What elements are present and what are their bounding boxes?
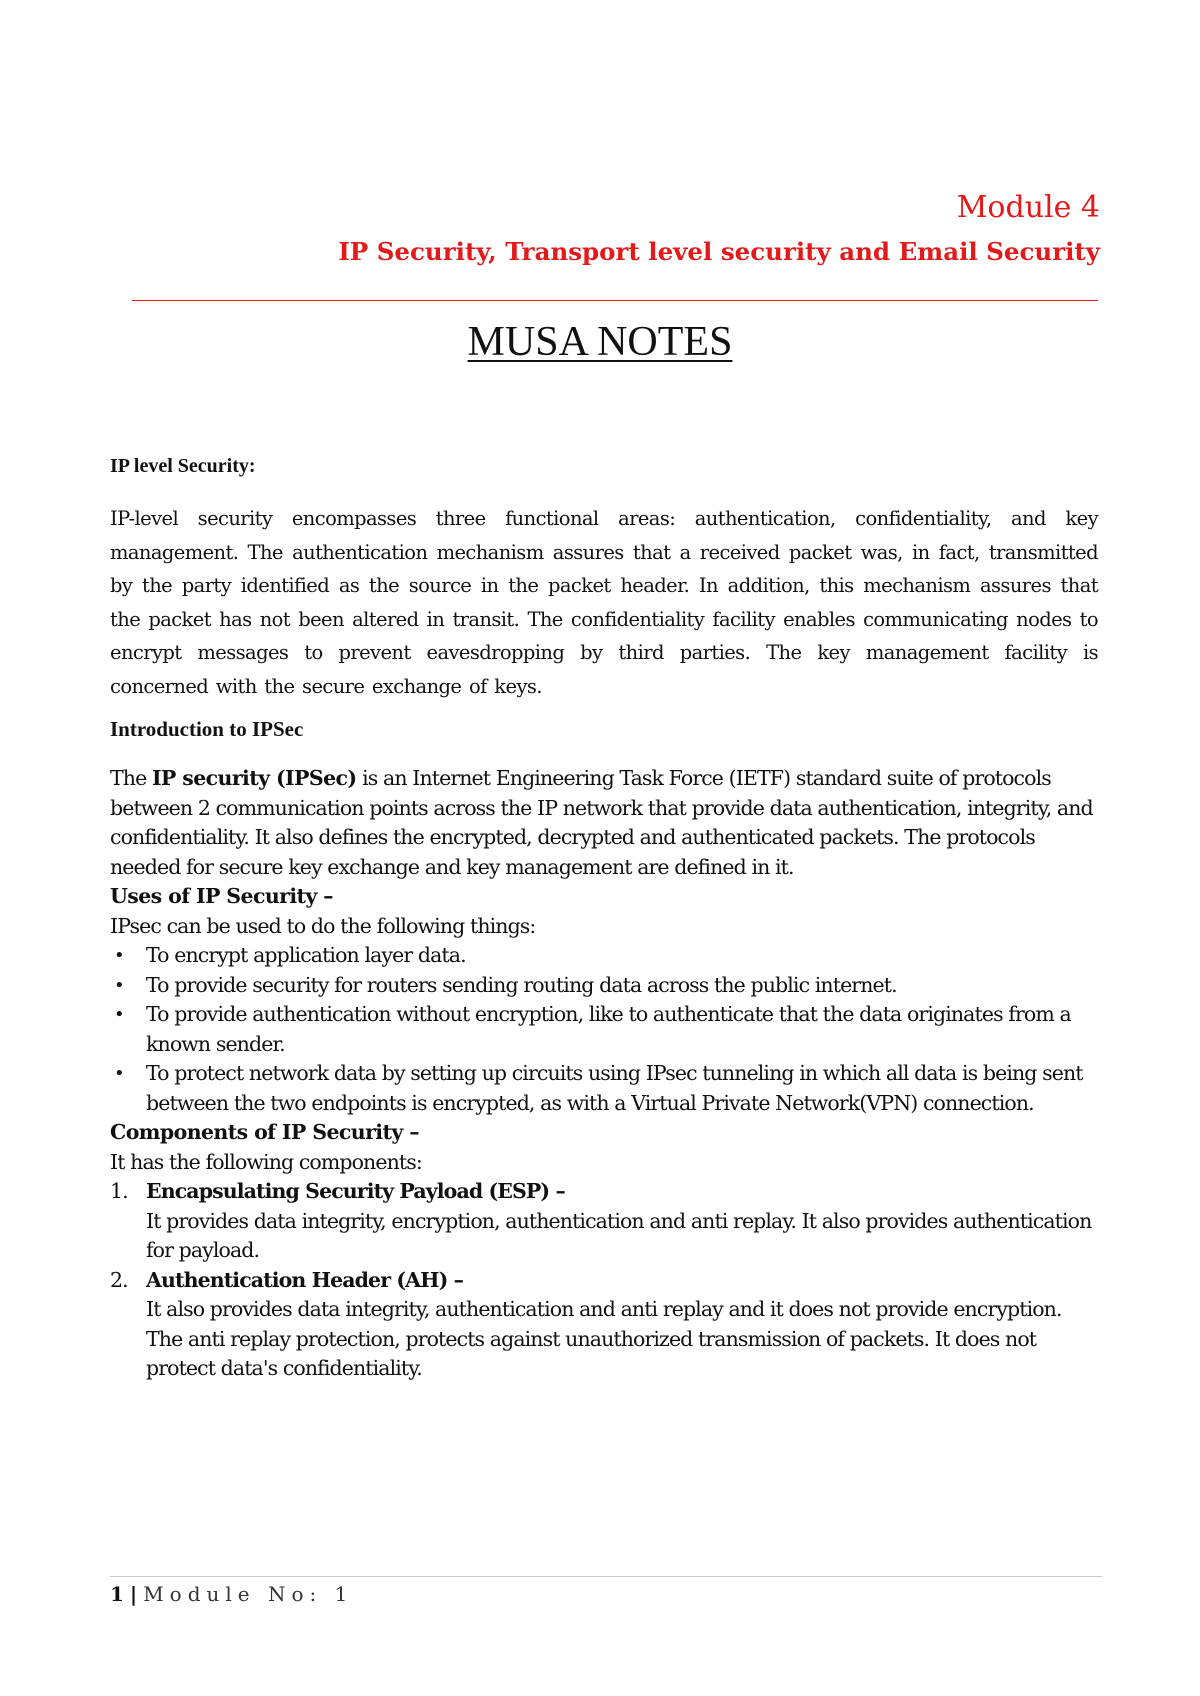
list-item: [110, 1266, 1098, 1384]
intro-paragraph: [110, 764, 1098, 882]
bullet-icon: •: [114, 1004, 124, 1025]
intro-text-rest: is an Internet Engineering Task Force (IETF) standard suite of protocols between 2 communication points across the IP network that provide data authentication, integrity, and confidentiality. It also defines the encrypted, decrypted and authenticated packets. The protocols needed for secure key exchange and key management are defined in it.: [110, 766, 1093, 879]
components-heading: Components of IP Security –: [110, 1120, 419, 1144]
bullet-icon: •: [114, 1063, 124, 1084]
bullet-icon: •: [114, 974, 124, 996]
component-body: It also provides data integrity, authentication and anti replay and it does not provide encryption. The anti replay protection, protects against unauthorized transmission of packets. It does not protect data's confidentiality.: [146, 1297, 1062, 1380]
uses-heading: Uses of IP Security –: [110, 884, 333, 908]
main-content: [110, 455, 1098, 1384]
bullet-icon: •: [114, 945, 124, 966]
footer-separator: |: [129, 1582, 138, 1606]
footer-label: Module No: 1: [143, 1582, 354, 1606]
component-body: It provides data integrity, encryption, authentication and anti replay. It also provides authentication for payload.: [146, 1208, 1092, 1262]
list-item: • To provide authentication without encryption, like to authenticate that the data originates from a known sender.: [114, 1002, 1071, 1056]
brand-title: MUSA NOTES: [467, 319, 733, 365]
header-divider: [132, 300, 1098, 301]
list-item: [110, 1177, 1098, 1266]
module-title: Module 4: [956, 190, 1100, 225]
intro-text-start: The: [110, 766, 152, 790]
page-number: 1: [110, 1582, 124, 1606]
page-footer: [110, 1582, 353, 1606]
list-item: • To protect network data by setting up circuits using IPsec tunneling in which all data is being sent between the two endpoints is encrypted, as with a Virtual Private Network(VPN) connection.: [114, 1061, 1083, 1115]
component-title: Encapsulating Security Payload (ESP) –: [146, 1179, 565, 1203]
module-subtitle: IP Security, Transport level security and Email Security: [338, 237, 1100, 266]
uses-intro: IPsec can be used to do the following things:: [110, 913, 536, 938]
intro-term: IP security (IPSec): [151, 766, 357, 790]
component-title: Authentication Header (AH) –: [146, 1267, 463, 1292]
ip-level-heading: IP level Security:: [110, 455, 256, 477]
footer-divider: [110, 1576, 1102, 1577]
intro-heading: Introduction to IPSec: [110, 717, 304, 741]
ip-level-paragraph: IP-level security encompasses three functional areas: authentication, confidentiality, and key management. The authentication mechanism assures that a received packet was, in fact, transmitted by the party identified as the source in the packet header. In addition, this mechanism assures that the packet has not been altered in transit. The confidentiality facility enables communicating nodes to encrypt messages to prevent eavesdropping by third parties. The key management facility is concerned with the secure exchange of keys.: [110, 507, 1098, 698]
list-item: • To encrypt application layer data.: [110, 941, 1098, 971]
list-item: • To provide security for routers sending routing data across the public internet.: [110, 971, 1098, 1001]
components-intro: It has the following components:: [110, 1149, 422, 1174]
list-number: 1.: [110, 1179, 128, 1203]
components-list: [110, 1177, 1098, 1384]
list-number: 2.: [110, 1267, 128, 1292]
uses-list: [110, 941, 1098, 1118]
